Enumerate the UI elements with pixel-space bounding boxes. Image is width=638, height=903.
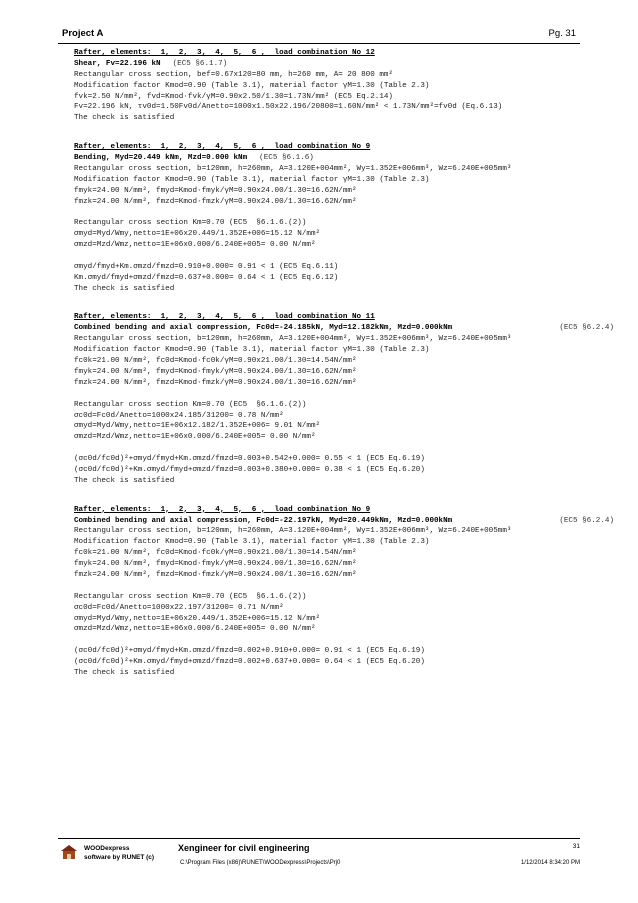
section-heading-text: Rafter, elements: 1, 2, 3, 4, 5, 6 , load combination No 9 [74,143,371,152]
calc-line: σmyd=Myd/Wmy,netto=1E+06x12.182/1.352E+006= 9.01 N/mm² [74,422,321,431]
calc-line: Rectangular cross section, bef=0.67x120=80 mm, h=260 mm, A= 20 800 mm² [74,70,393,79]
calc-line: σc0d=Fc0d/Anetto=1000x22.197/31200= 0.71 N/mm² [74,603,284,612]
calc-line: (σc0d/fc0d)²+Km.σmyd/fmyd+σmzd/fmzd=0.003+0.380+0.000= 0.38 < 1 (EC5 Eq.6.20) [74,465,425,474]
section-heading [74,505,614,516]
project-title: Project A [62,28,104,39]
section-spacer [74,487,614,498]
project-path: C:\Program Files (x86)\RUNET\WOODexpress\Projects\Prj0 [180,860,341,866]
calc-line: The check is satisfied [74,668,175,677]
subheading-text: Shear, Fv=22.196 kN [74,59,161,68]
subheading-text: Combined bending and axial compression, Fc0d=-24.185kN, Myd=12.182kNm, Mzd=0.000kNm [74,324,453,333]
blank-line [74,635,614,646]
blank-line [74,443,614,454]
calc-line: σmyd=Myd/Wmy,netto=1E+06x20.449/1.352E+006=15.12 N/mm² [74,614,321,623]
calc-line: Fv=22.196 kN, τv0d=1.50Fv0d/Anetto=1000x1.50x22.196/20800=1.60N/mm² < 1.73N/mm²=fv0d (Eq.6.13) [74,103,503,112]
section-subheading [74,153,614,164]
subheading-text: Bending, Myd=20.449 kNm, Mzd=0.000 kNm [74,154,248,163]
calc-line: (σc0d/fc0d)²+Km.σmyd/fmyd+σmzd/fmzd=0.002+0.637+0.000= 0.64 < 1 (EC5 Eq.6.20) [74,658,425,667]
section-heading-text: Rafter, elements: 1, 2, 3, 4, 5, 6 , load combination No 9 [74,505,371,514]
section-spacer [74,305,614,312]
calc-line: The check is satisfied [74,476,175,485]
calc-line: Rectangular cross section, b=120mm, h=260mm, A=3.120E+004mm², Wy=1.352E+006mm³, Wz=6.240E+005mm³ [74,164,512,173]
calc-line: fmzk=24.00 N/mm², fmzd=Kmod·fmzk/γM=0.90x24.00/1.30=16.62N/mm² [74,378,357,387]
blank-line [74,207,614,218]
calc-line: Km.σmyd/fmyd+σmzd/fmzd=0.637+0.000= 0.64 < 1 (EC5 Eq.6.12) [74,273,339,282]
brand-text [84,844,154,862]
calc-line: Rectangular cross section Km=0.70 (EC5 §6.1.6.(2)) [74,219,307,228]
page-footer [58,838,580,878]
calc-line: fmyk=24.00 N/mm², fmyd=Kmod·fmyk/γM=0.90x24.00/1.30=16.62N/mm² [74,186,357,195]
calc-line: Rectangular cross section, b=120mm, h=260mm, A=3.120E+004mm², Wy=1.352E+006mm³, Wz=6.240E+005mm³ [74,335,512,344]
calculation-content [74,48,614,679]
blank-line [74,581,614,592]
calc-line: Modification factor Kmod=0.90 (Table 3.1), material factor γM=1.30 (Table 2.3) [74,346,430,355]
calc-line: The check is satisfied [74,114,175,123]
section-spacer [74,135,614,142]
calc-line: fmzk=24.00 N/mm², fmzd=Kmod·fmzk/γM=0.90x24.00/1.30=16.62N/mm² [74,197,357,206]
calc-line: Modification factor Kmod=0.90 (Table 3.1), material factor γM=1.30 (Table 2.3) [74,81,430,90]
blank-line [74,389,614,400]
program-name: Xengineer for civil engineering [178,843,310,853]
calc-line: σmzd=Mzd/Wmz,netto=1E+06x0.000/6.240E+005= 0.00 N/mm² [74,625,316,634]
section-spacer [74,124,614,135]
code-reference: (EC5 §6.2.4) [559,516,614,525]
section-heading [74,312,614,323]
calc-line: Rectangular cross section, b=120mm, h=260mm, A=3.120E+004mm², Wy=1.352E+006mm³, Wz=6.240E+005mm³ [74,527,512,536]
calc-line: σmzd=Mzd/Wmz,netto=1E+06x0.000/6.240E+005= 0.00 N/mm² [74,433,316,442]
calc-section [74,505,614,679]
calc-line: fmyk=24.00 N/mm², fmyd=Kmod·fmyk/γM=0.90x24.00/1.30=16.62N/mm² [74,560,357,569]
calc-line: The check is satisfied [74,284,175,293]
calc-line: fc0k=21.00 N/mm², fc0d=Kmod·fc0k/γM=0.90x21.00/1.30=14.54N/mm² [74,549,357,558]
section-heading-text: Rafter, elements: 1, 2, 3, 4, 5, 6 , load combination No 11 [74,313,375,322]
subheading-text: Combined bending and axial compression, Fc0d=-22.197kN, Myd=20.449kNm, Mzd=0.000kNm [74,516,453,525]
header-rule [58,43,580,44]
woodexpress-logo-icon [60,844,78,860]
print-datetime: 1/12/2014 8:34:20 PM [520,860,580,866]
section-spacer [74,295,614,306]
calc-line: (σc0d/fc0d)²+σmyd/fmyd+Km.σmzd/fmzd=0.003+0.542+0.000= 0.55 < 1 (EC5 Eq.6.19) [74,455,425,464]
section-subheading [74,59,614,70]
page-indicator: Pg. 31 [548,28,576,39]
calc-line: fc0k=21.00 N/mm², fc0d=Kmod·fc0k/γM=0.90x21.00/1.30=14.54N/mm² [74,357,357,366]
section-heading [74,48,614,59]
page-header [62,26,576,42]
calc-section [74,142,614,294]
calc-line: fmzk=24.00 N/mm², fmzd=Kmod·fmzk/γM=0.90x24.00/1.30=16.62N/mm² [74,570,357,579]
section-heading-text: Rafter, elements: 1, 2, 3, 4, 5, 6 , load combination No 12 [74,49,375,57]
calc-line: Rectangular cross section Km=0.70 (EC5 §6.1.6.(2)) [74,400,307,409]
calc-line: σmyd=Myd/Wmy,netto=1E+06x20.449/1.352E+006=15.12 N/mm² [74,230,321,239]
calc-line: (σc0d/fc0d)²+σmyd/fmyd+Km.σmzd/fmzd=0.002+0.910+0.000= 0.91 < 1 (EC5 Eq.6.19) [74,647,425,656]
calc-section [74,312,614,486]
calc-section [74,48,614,124]
section-subheading [74,323,614,334]
calc-line: σmyd/fmyd+Km.σmzd/fmzd=0.910+0.000= 0.91 < 1 (EC5 Eq.6.11) [74,262,339,271]
calc-line: Rectangular cross section Km=0.70 (EC5 §6.1.6.(2)) [74,592,307,601]
calc-line: Modification factor Kmod=0.90 (Table 3.1), material factor γM=1.30 (Table 2.3) [74,175,430,184]
code-reference: (EC5 §6.1.7) [172,59,228,68]
section-heading [74,142,614,153]
blank-line [74,251,614,262]
calc-line: σc0d=Fc0d/Anetto=1000x24.185/31200= 0.78 N/mm² [74,411,284,420]
calc-line: Modification factor Kmod=0.90 (Table 3.1), material factor γM=1.30 (Table 2.3) [74,538,430,547]
footer-page-number: 31 [572,843,580,850]
code-reference: (EC5 §6.2.4) [559,324,614,333]
calc-line: σmzd=Mzd/Wmz,netto=1E+06x0.000/6.240E+005= 0.00 N/mm² [74,241,316,250]
calc-line: fmyk=24.00 N/mm², fmyd=Kmod·fmyk/γM=0.90x24.00/1.30=16.62N/mm² [74,367,357,376]
brand-credit: software by RUNET (c) [84,854,155,861]
section-subheading [74,516,614,527]
code-reference: (EC5 §6.1.6) [259,154,314,163]
calc-line: fvk=2.50 N/mm², fvd=Kmod·fvk/γM=0.90x2.50/1.30=1.73N/mm² (EC5 Eq.2.14) [74,92,393,101]
section-spacer [74,498,614,505]
brand-name: WOODexpress [84,845,130,852]
